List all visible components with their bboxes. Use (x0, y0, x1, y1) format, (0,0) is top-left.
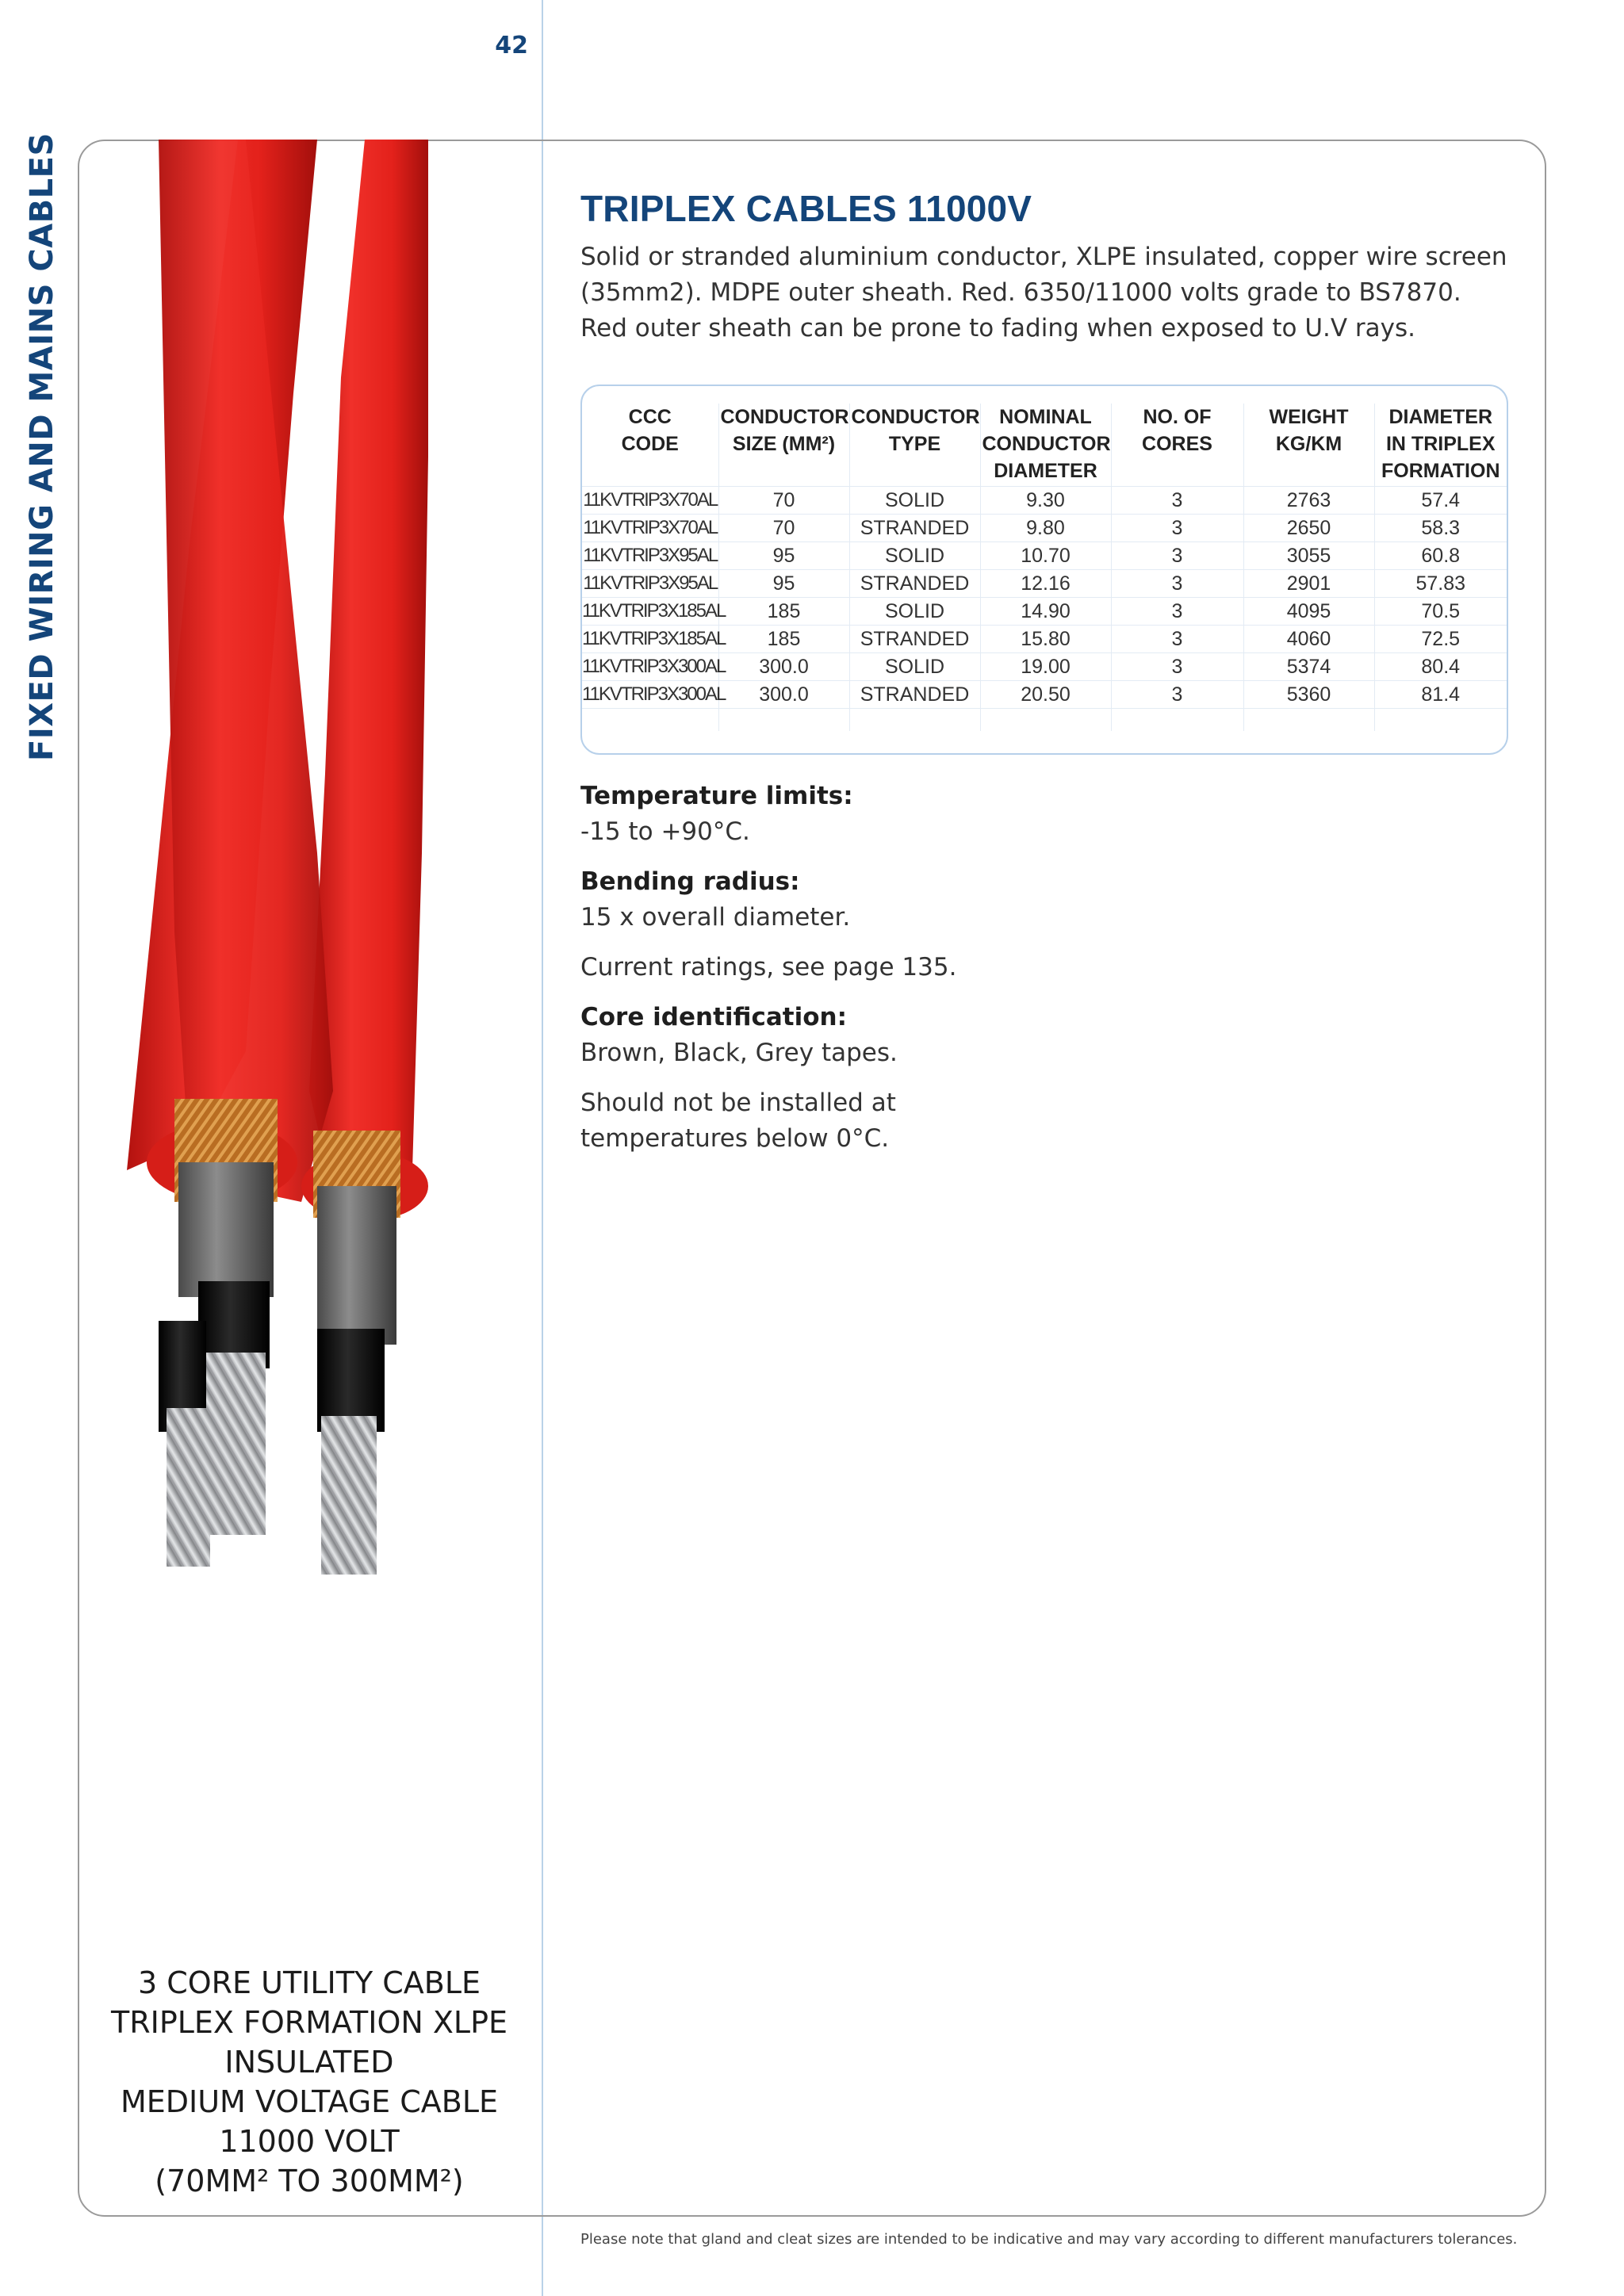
left-grey-insulation (178, 1162, 274, 1297)
cell-conductor-size: 70 (718, 515, 849, 542)
specs-table-card (580, 385, 1508, 755)
cell-triplex-diameter: 58.3 (1374, 515, 1507, 542)
table-row (582, 570, 1507, 598)
cell-weight: 4095 (1243, 598, 1374, 626)
cell-nominal-diameter: 15.80 (980, 626, 1111, 653)
specs-table (582, 404, 1507, 731)
temperature-note (580, 779, 1516, 850)
description-line: (35mm2). MDPE outer sheath. Red. 6350/11000 volts grade to BS7870. (580, 278, 1461, 307)
cell-triplex-diameter: 70.5 (1374, 598, 1507, 626)
cell-no-of-cores: 3 (1111, 515, 1243, 542)
description-line: Red outer sheath can be prone to fading when exposed to U.V rays. (580, 314, 1416, 342)
cell-conductor-type: STRANDED (849, 515, 980, 542)
description-line: Solid or stranded aluminium conductor, XLPE insulated, copper wire screen (580, 243, 1507, 271)
cell-triplex-diameter: 57.83 (1374, 570, 1507, 598)
table-row (582, 598, 1507, 626)
cell-nominal-diameter: 9.80 (980, 515, 1111, 542)
cell-no-of-cores: 3 (1111, 598, 1243, 626)
cell-conductor-type: SOLID (849, 653, 980, 681)
caption-line: (70MM² TO 300MM²) (155, 2164, 464, 2198)
cell-weight: 5374 (1243, 653, 1374, 681)
cell-ccc-code: 11KVTRIP3X70AL (582, 515, 718, 542)
col-header-weight: WEIGHT KG/KM (1243, 404, 1374, 487)
cable-sheath-front (159, 140, 333, 1202)
col-header-ccc-code: CCC CODE (621, 406, 679, 455)
cell-conductor-size: 300.0 (718, 653, 849, 681)
cell-triplex-diameter: 72.5 (1374, 626, 1507, 653)
cell-no-of-cores: 3 (1111, 653, 1243, 681)
install-line: Should not be installed at (580, 1089, 896, 1117)
cell-conductor-type: STRANDED (849, 681, 980, 709)
cell-no-of-cores: 3 (1111, 681, 1243, 709)
cell-conductor-size: 95 (718, 570, 849, 598)
caption-line: INSULATED (224, 2045, 394, 2080)
cell-conductor-size: 95 (718, 542, 849, 570)
cell-ccc-code: 11KVTRIP3X95AL (582, 542, 718, 570)
temperature-label: Temperature limits: (580, 782, 853, 810)
table-row (582, 681, 1507, 709)
current-ratings-text: Current ratings, see page 135. (580, 953, 957, 982)
cell-ccc-code: 11KVTRIP3X185AL (582, 598, 718, 626)
cell-conductor-size: 70 (718, 487, 849, 515)
table-row (582, 542, 1507, 570)
cell-nominal-diameter: 20.50 (980, 681, 1111, 709)
caption-line: TRIPLEX FORMATION XLPE (111, 2005, 508, 2040)
table-spacer-row (582, 709, 1507, 732)
side-section-title: FIXED WIRING AND MAINS CABLES (24, 132, 60, 761)
cell-triplex-diameter: 60.8 (1374, 542, 1507, 570)
core-identification-note (580, 1000, 1516, 1071)
caption-line: 11000 VOLT (219, 2124, 400, 2159)
cell-no-of-cores: 3 (1111, 626, 1243, 653)
cell-no-of-cores: 3 (1111, 570, 1243, 598)
bending-note (580, 864, 1516, 936)
cell-nominal-diameter: 10.70 (980, 542, 1111, 570)
page-number: 42 (495, 32, 528, 59)
table-body (582, 487, 1507, 732)
cell-weight: 2650 (1243, 515, 1374, 542)
cell-conductor-size: 185 (718, 626, 849, 653)
col-header-conductor-size: CONDUCTOR SIZE (MM²) (718, 404, 849, 487)
cell-conductor-type: STRANDED (849, 626, 980, 653)
cell-conductor-type: SOLID (849, 487, 980, 515)
cell-conductor-type: SOLID (849, 542, 980, 570)
left-conductor (206, 1353, 266, 1535)
core-label: Core identification: (580, 1003, 847, 1031)
cell-ccc-code: 11KVTRIP3X70AL (582, 487, 718, 515)
table-row (582, 653, 1507, 681)
cell-nominal-diameter: 9.30 (980, 487, 1111, 515)
right-grey-insulation (317, 1186, 396, 1345)
cell-weight: 2901 (1243, 570, 1374, 598)
cell-weight: 5360 (1243, 681, 1374, 709)
table-row (582, 626, 1507, 653)
temperature-value: -15 to +90°C. (580, 817, 750, 846)
table-row (582, 487, 1507, 515)
cell-ccc-code: 11KVTRIP3X300AL (582, 681, 718, 709)
cell-conductor-type: STRANDED (849, 570, 980, 598)
col-header-triplex-diameter: DIAMETER IN TRIPLEX FORMATION (1374, 404, 1507, 487)
main-content (580, 187, 1516, 1171)
cell-nominal-diameter: 12.16 (980, 570, 1111, 598)
col-header-conductor-type: CONDUCTOR TYPE (849, 404, 980, 487)
core-value: Brown, Black, Grey tapes. (580, 1039, 898, 1067)
current-ratings-note (580, 950, 1516, 985)
cell-conductor-size: 185 (718, 598, 849, 626)
bending-value: 15 x overall diameter. (580, 903, 851, 932)
section-title: TRIPLEX CABLES 11000V (580, 188, 1032, 229)
caption-line: MEDIUM VOLTAGE CABLE (120, 2084, 499, 2119)
footnote: Please note that gland and cleat sizes are intended to be indicative and may vary according to different manufacturers tolerances. (580, 2231, 1518, 2248)
cell-ccc-code: 11KVTRIP3X95AL (582, 570, 718, 598)
cell-weight: 4060 (1243, 626, 1374, 653)
cell-weight: 2763 (1243, 487, 1374, 515)
cell-triplex-diameter: 57.4 (1374, 487, 1507, 515)
col-header-no-of-cores: NO. OF CORES (1111, 404, 1243, 487)
cell-triplex-diameter: 80.4 (1374, 653, 1507, 681)
right-conductor (321, 1416, 377, 1575)
cell-no-of-cores: 3 (1111, 542, 1243, 570)
cable-caption (87, 1963, 531, 2201)
cell-nominal-diameter: 19.00 (980, 653, 1111, 681)
product-description (580, 239, 1516, 346)
install-line: temperatures below 0°C. (580, 1124, 890, 1153)
cell-nominal-diameter: 14.90 (980, 598, 1111, 626)
installation-note (580, 1085, 1516, 1157)
cell-conductor-size: 300.0 (718, 681, 849, 709)
table-header-row (582, 404, 1507, 487)
cell-ccc-code: 11KVTRIP3X185AL (582, 626, 718, 653)
cell-triplex-diameter: 81.4 (1374, 681, 1507, 709)
caption-line: 3 CORE UTILITY CABLE (137, 1965, 481, 2000)
cell-weight: 3055 (1243, 542, 1374, 570)
cell-conductor-type: SOLID (849, 598, 980, 626)
table-row (582, 515, 1507, 542)
cable-illustration (127, 140, 539, 1598)
cell-no-of-cores: 3 (1111, 487, 1243, 515)
back-conductor (167, 1408, 210, 1567)
col-header-nominal-diameter: NOMINAL CONDUCTOR DIAMETER (980, 404, 1111, 487)
bending-label: Bending radius: (580, 867, 800, 896)
cell-ccc-code: 11KVTRIP3X300AL (582, 653, 718, 681)
spec-notes (580, 779, 1516, 1157)
